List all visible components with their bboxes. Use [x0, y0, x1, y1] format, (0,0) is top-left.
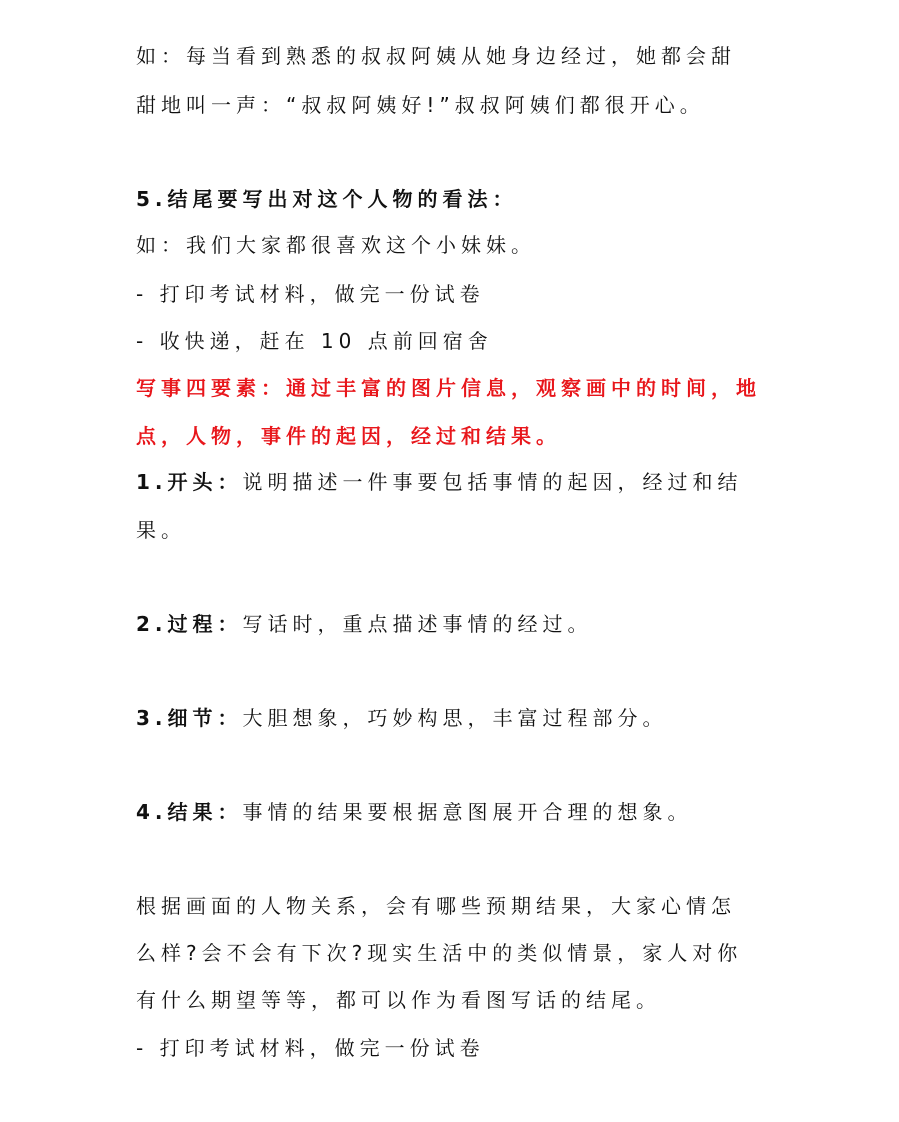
four-elements-heading-line-2: 点，人物，事件的起因，经过和结果。 — [136, 424, 561, 448]
item-4-label: 4.结果： — [136, 800, 243, 824]
todo-express-item: - 收快递，赶在 10 点前回宿舍 — [136, 329, 493, 353]
example-greeting-line-1: 如：每当看到熟悉的叔叔阿姨从她身边经过，她都会甜 — [136, 44, 736, 68]
item-4-text: 事情的结果要根据意图展开合理的想象。 — [242, 800, 693, 824]
example-greeting-line-2: 甜地叫一声：“叔叔阿姨好!”叔叔阿姨们都很开心。 — [136, 93, 705, 117]
item-1-opening — [136, 468, 776, 496]
closing-paragraph-line-2: 么样?会不会有下次?现实生活中的类似情景，家人对你 — [136, 941, 743, 965]
item-4-result — [136, 798, 776, 826]
closing-paragraph-line-1: 根据画面的人物关系，会有哪些预期结果，大家心情怎 — [136, 894, 736, 918]
item-1-label: 1.开头： — [136, 470, 243, 494]
item-2-text: 写话时，重点描述事情的经过。 — [242, 612, 593, 636]
four-elements-heading-line-1: 写事四要素：通过丰富的图片信息，观察画中的时间，地 — [136, 376, 761, 400]
item-3-details — [136, 704, 776, 732]
item-3-text: 大胆想象，巧妙构思，丰富过程部分。 — [242, 706, 668, 730]
closing-paragraph-line-3: 有什么期望等等，都可以作为看图写话的结尾。 — [136, 988, 661, 1012]
todo-print-item: - 打印考试材料，做完一份试卷 — [136, 282, 485, 306]
section-heading-5: 5.结尾要写出对这个人物的看法： — [136, 187, 518, 211]
item-1-continuation: 果。 — [136, 518, 186, 542]
item-2-process — [136, 610, 776, 638]
item-2-label: 2.过程： — [136, 612, 243, 636]
item-3-label: 3.细节： — [136, 706, 243, 730]
todo-print-item-repeat: - 打印考试材料，做完一份试卷 — [136, 1036, 485, 1060]
example-like-line: 如：我们大家都很喜欢这个小妹妹。 — [136, 233, 536, 257]
item-1-text: 说明描述一件事要包括事情的起因，经过和结 — [242, 470, 743, 494]
